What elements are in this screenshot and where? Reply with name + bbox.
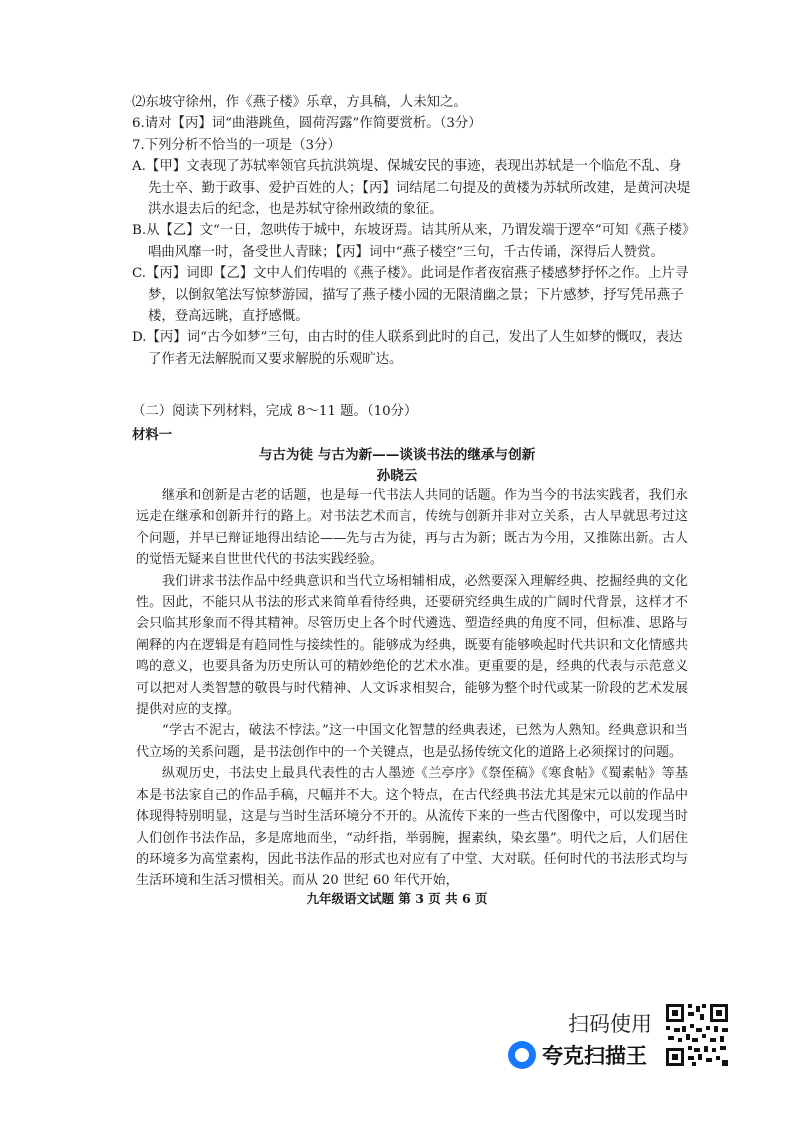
option-d: D.【丙】词“古今如梦”三句，由古时的佳人联系到此时的自己，发出了人生如梦的慨叹，表达了作者无法解脱而又要求解脱的乐观旷达。 (132, 330, 683, 367)
question-7: 7.下列分析不恰当的一项是（3分） (132, 137, 341, 153)
article-author: 孙晓云 (376, 468, 418, 484)
article-paragraph: 继承和创新是古老的话题，也是每一代书法人共同的话题。作为当今的书法实践者，我们永远走在继承和创新并行的路上。对书法艺术而言，传统与创新并非对立关系，古人早就思考过这个问题，并早已辩证地得出结论——先与古为徒，再与古为新；既古为今用，又推陈出新。古人的觉悟无疑来自世世代代的书法实践经验。 (136, 488, 688, 568)
brand-logo-icon (508, 1041, 536, 1069)
brand-name: 夸克扫描王 (542, 1044, 647, 1068)
article-paragraph: “学古不泥古，破法不悖法。”这一中国文化智慧的经典表述，已然为人熟知。经典意识和当代立场的关系问题，是书法创作中的一个关键点，也是弘扬传统文化的道路上必须探讨的问题。 (136, 723, 688, 760)
option-a: A.【甲】文表现了苏轼率领官兵抗洪筑堤、保城安民的事迹，表现出苏轼是一个临危不乱、身先士卒、勤于政事、爱护百姓的人；【丙】词结尾二句提及的黄楼为苏轼所改建，是黄河决堤洪水退去后的纪念，也是苏轼守徐州政绩的象征。 (132, 159, 691, 218)
article-body (136, 485, 688, 892)
material-label: 材料一 (132, 427, 173, 443)
option-b: B.从【乙】文“一日，忽哄传于城中，东坡讶焉。诘其所从来，乃谓发端于逻卒”可知《燕子楼》唱曲风靡一时，备受世人青睐；【丙】词中“燕子楼空”三句，千古传诵，深得后人赞赏。 (132, 223, 689, 260)
scanner-brand[interactable] (508, 1040, 647, 1070)
question-block (132, 92, 692, 370)
article-title: 与古为徒 与古为新——谈谈书法的继承与创新 (258, 447, 536, 463)
question-6: 6.请对【丙】词“曲港跳鱼，圆荷泻露”作简要赏析。（3分） (132, 116, 482, 132)
translation-item-2: ⑵东坡守徐州，作《燕子楼》乐章，方具稿，人未知之。 (132, 95, 467, 110)
page-footer: 九年级语文试题 第 3 页 共 6 页 (306, 891, 488, 906)
section-heading: （二）阅读下列材料，完成 8～11 题。（10分） (132, 404, 418, 419)
scan-prompt: 扫码使用 (568, 1012, 652, 1036)
option-c: C.【丙】词即【乙】文中人们传唱的《燕子楼》。此词是作者夜宿燕子楼感梦抒怀之作。上片寻梦，以倒叙笔法写惊梦游园，描写了燕子楼小园的无限清幽之景；下片感梦，抒写凭吊燕子楼，登高远眺，直抒感慨。 (132, 266, 689, 325)
qr-code-icon[interactable] (664, 1002, 730, 1068)
article-paragraph: 我们讲求书法作品中经典意识和当代立场相辅相成，必然要深入理解经典、挖掘经典的文化性。因此，不能只从书法的形式来简单看待经典，还要研究经典生成的广阔时代背景，这样才不会只临其形象而不得其精神。尽管历史上各个时代遴选、塑造经典的角度不同，但标准、思路与阐释的内在逻辑是有趋同性与接续性的。能够成为经典，既要有能够唤起时代共识和文化情感共鸣的意义，也要具备为历史所认可的精妙绝伦的艺术水准。更重要的是，经典的代表与示范意义可以把对人类智慧的敬畏与时代精神、人文诉求相契合，能够为整个时代或某一阶段的艺术发展提供对应的支撑。 (136, 573, 688, 718)
article-paragraph: 纵观历史，书法史上最具代表性的古人墨迹《兰亭序》《祭侄稿》《寒食帖》《蜀素帖》等基本是书法家自己的作品手稿，尺幅并不大。这个特点，在古代经典书法尤其是宋元以前的作品中体现得特别明显，这是与当时生活环境分不开的。从流传下来的一些古代图像中，可以发现当时人们创作书法作品，多是席地而坐，“动纤指，举弱腕，握素纨，染玄墨”。明代之后，人们居住的环境多为高堂素构，因此书法作品的形式也对应有了中堂、大对联。任何时代的书法形式均与生活环境和生活习惯相关。而从 20 世纪 60 年代开始， (136, 766, 688, 889)
